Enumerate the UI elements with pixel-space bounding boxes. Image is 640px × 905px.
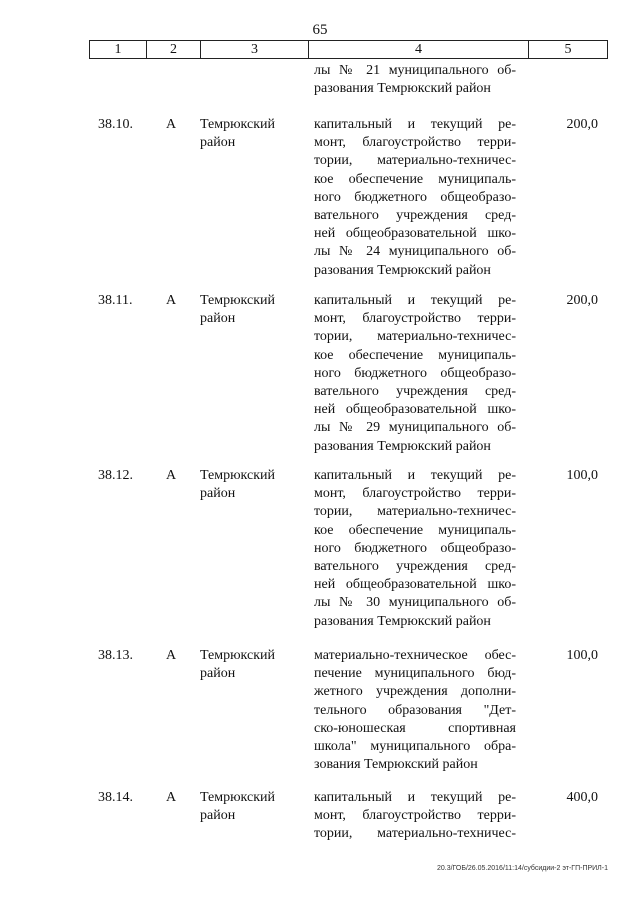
footer-code: 20.3/ГОБ/26.05.2016/11:14/субсидии-2 эт-ГП-ПРИЛ-1 bbox=[436, 865, 608, 872]
desc-line: разования Темрюкский район bbox=[314, 613, 491, 629]
desc-line: лы № 30 муниципального об- bbox=[314, 595, 516, 611]
desc-line: тельного образования "Дет- bbox=[314, 702, 516, 718]
row-description bbox=[314, 292, 516, 456]
district-line: район bbox=[200, 135, 236, 151]
district-line: Темрюкский bbox=[200, 790, 276, 805]
row-description bbox=[314, 789, 516, 844]
desc-line: кое обеспечение муниципаль- bbox=[314, 347, 516, 363]
desc-line: монт, благоустройство терри- bbox=[314, 311, 516, 327]
desc-line: разования Темрюкский район bbox=[314, 438, 491, 454]
district-line: Темрюкский bbox=[200, 648, 276, 663]
desc-line: тории, материально-техничес- bbox=[314, 329, 516, 345]
desc-line: ско-юношеская спортивная bbox=[314, 720, 516, 736]
desc-line: капитальный и текущий ре- bbox=[314, 790, 516, 805]
district-line: район bbox=[200, 311, 236, 327]
desc-line: печение муниципального бюд- bbox=[314, 666, 516, 682]
desc-line: жетного учреждения дополни- bbox=[314, 684, 516, 700]
row-number: 38.10. bbox=[98, 117, 133, 132]
table-header bbox=[89, 40, 608, 59]
header-col-1: 1 bbox=[90, 41, 147, 58]
district-line: район bbox=[200, 808, 236, 824]
desc-line: ней общеобразовательной шко- bbox=[314, 402, 516, 418]
district-line: Темрюкский bbox=[200, 468, 276, 483]
header-col-2: 2 bbox=[147, 41, 201, 58]
row-number: 38.11. bbox=[98, 293, 133, 308]
desc-line: кое обеспечение муниципаль- bbox=[314, 522, 516, 538]
district-line: Темрюкский bbox=[200, 293, 276, 308]
district-line: Темрюкский bbox=[200, 117, 276, 132]
desc-line: ней общеобразовательной шко- bbox=[314, 577, 516, 593]
row-amount: 200,0 bbox=[566, 293, 598, 308]
desc-line: лы № 24 муниципального об- bbox=[314, 244, 516, 260]
row-district bbox=[200, 647, 300, 683]
district-line: район bbox=[200, 666, 236, 682]
row-number: 38.14. bbox=[98, 790, 133, 805]
desc-line: школа" муниципального обра- bbox=[314, 739, 516, 755]
desc-line: монт, благоустройство терри- bbox=[314, 808, 516, 824]
district-line: район bbox=[200, 486, 236, 502]
desc-line: ного бюджетного общеобразо- bbox=[314, 365, 516, 381]
row-description bbox=[314, 467, 516, 631]
header-col-5: 5 bbox=[564, 42, 572, 57]
row-type: А bbox=[166, 790, 177, 805]
desc-line: разования Темрюкский район bbox=[314, 81, 491, 96]
desc-line: капитальный и текущий ре- bbox=[314, 468, 516, 483]
desc-line: ного бюджетного общеобразо- bbox=[314, 540, 516, 556]
desc-line: вательного учреждения сред- bbox=[314, 384, 516, 400]
desc-line: лы № 29 муниципального об- bbox=[314, 420, 516, 436]
header-col-4: 4 bbox=[309, 41, 529, 58]
desc-line: тории, материально-техничес- bbox=[314, 153, 516, 169]
row-amount: 400,0 bbox=[566, 790, 598, 805]
row-amount: 100,0 bbox=[566, 468, 598, 483]
row-description bbox=[314, 116, 516, 280]
row-type: А bbox=[166, 117, 177, 132]
row-number: 38.12. bbox=[98, 468, 133, 483]
desc-line: капитальный и текущий ре- bbox=[314, 117, 516, 132]
row-type: А bbox=[166, 293, 177, 308]
row-district bbox=[200, 789, 300, 825]
row-description bbox=[314, 647, 516, 774]
row-district bbox=[200, 467, 300, 503]
desc-line: ного бюджетного общеобразо- bbox=[314, 189, 516, 205]
desc-line: зования Темрюкский район bbox=[314, 757, 478, 773]
continued-description bbox=[314, 62, 516, 98]
desc-line: монт, благоустройство терри- bbox=[314, 486, 516, 502]
desc-line: монт, благоустройство терри- bbox=[314, 135, 516, 151]
desc-line: ней общеобразовательной шко- bbox=[314, 226, 516, 242]
row-type: А bbox=[166, 648, 177, 663]
row-amount: 200,0 bbox=[566, 117, 598, 132]
row-number: 38.13. bbox=[98, 648, 133, 663]
desc-line: тории, материально-техничес- bbox=[314, 504, 516, 520]
desc-line: капитальный и текущий ре- bbox=[314, 293, 516, 308]
desc-line: кое обеспечение муниципаль- bbox=[314, 171, 516, 187]
row-district bbox=[200, 116, 300, 152]
header-col-3: 3 bbox=[201, 41, 309, 58]
desc-line: лы № 21 муниципального об- bbox=[314, 63, 516, 78]
row-amount: 100,0 bbox=[566, 648, 598, 663]
row-district bbox=[200, 292, 300, 328]
page-number: 65 bbox=[312, 22, 328, 38]
desc-line: вательного учреждения сред- bbox=[314, 208, 516, 224]
desc-line: разования Темрюкский район bbox=[314, 262, 491, 278]
desc-line: вательного учреждения сред- bbox=[314, 559, 516, 575]
desc-line: тории, материально-техничес- bbox=[314, 826, 516, 842]
desc-line: материально-техническое обес- bbox=[314, 648, 516, 663]
row-type: А bbox=[166, 468, 177, 483]
